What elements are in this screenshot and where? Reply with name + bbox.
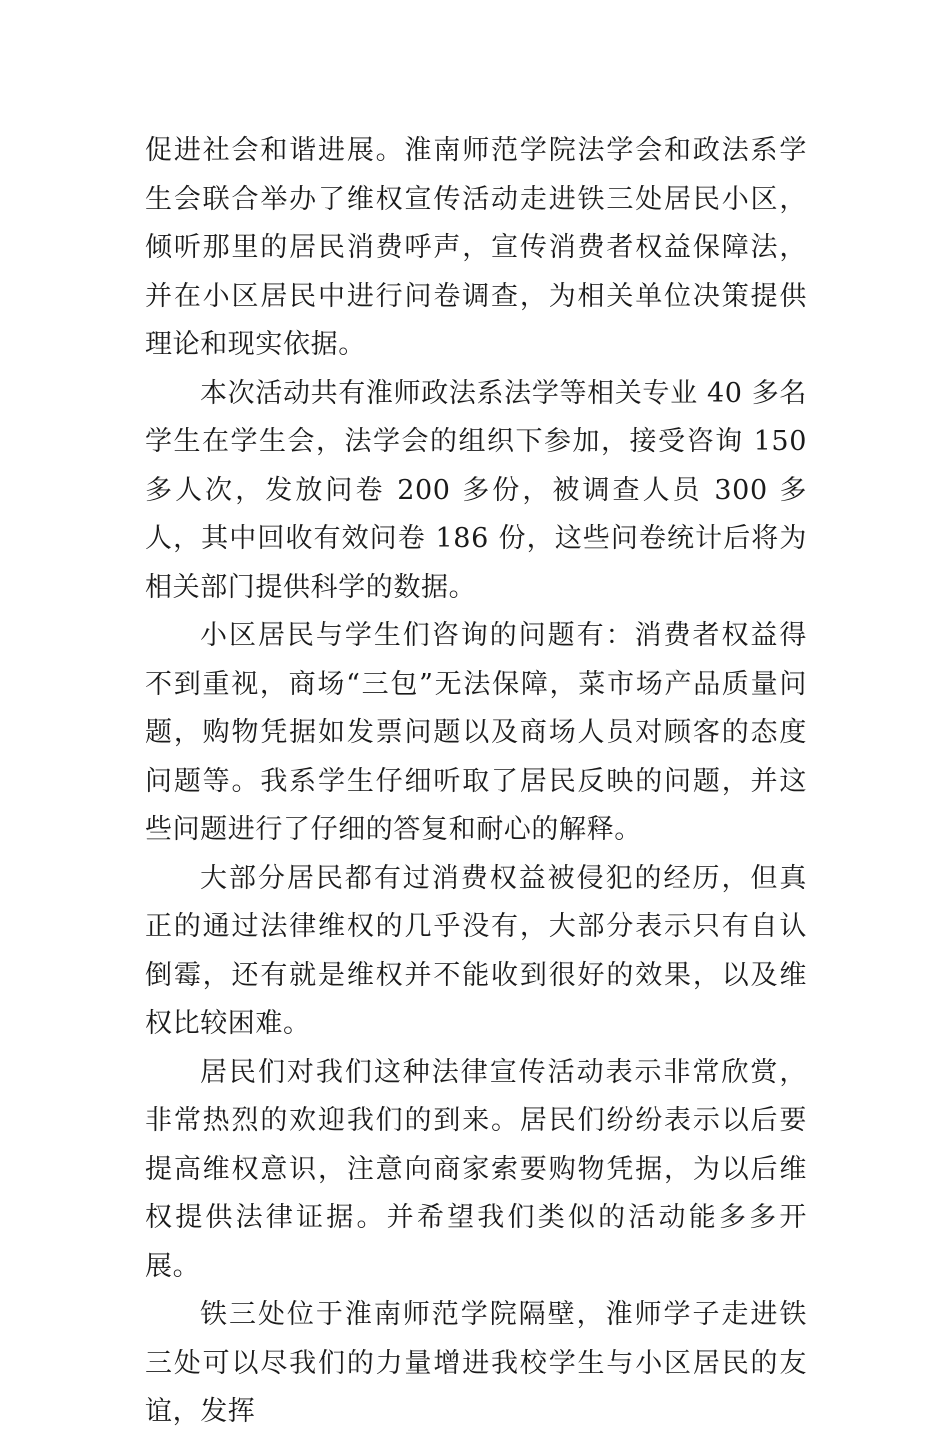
paragraph-5: 居民们对我们这种法律宣传活动表示非常欣赏，非常热烈的欢迎我们的到来。居民们纷纷表示以后要提高维权意识，注意向商家索要购物凭据，为以后维权提供法律证据。并希望我们类似的活动能多多开展。: [145, 1056, 807, 1282]
document-body: [145, 127, 807, 1437]
paragraph-2: 本次活动共有淮师政法系法学等相关专业 40 多名学生在学生会，法学会的组织下参加，接受咨询 150 多人次，发放问卷 200 多份，被调查人员 300 多人，其中回收有效问卷 186 份，这些问卷统计后将为相关部门提供科学的数据。: [145, 377, 807, 603]
paragraph-4: 大部分居民都有过消费权益被侵犯的经历，但真正的通过法律维权的几乎没有，大部分表示只有自认倒霉，还有就是维权并不能收到很好的效果，以及维权比较困难。: [145, 862, 807, 1039]
paragraph-1: 促进社会和谐进展。淮南师范学院法学会和政法系学生会联合举办了维权宣传活动走进铁三处居民小区，倾听那里的居民消费呼声，宣传消费者权益保障法，并在小区居民中进行问卷调查，为相关单位决策提供理论和现实依据。: [145, 135, 807, 360]
paragraph-6: 铁三处位于淮南师范学院隔壁，淮师学子走进铁三处可以尽我们的力量增进我校学生与小区居民的友谊，发挥: [145, 1299, 807, 1427]
paragraph-3: 小区居民与学生们咨询的问题有：消费者权益得不到重视，商场“三包”无法保障，菜市场产品质量问题，购物凭据如发票问题以及商场人员对顾客的态度问题等。我系学生仔细听取了居民反映的问题，并这些问题进行了仔细的答复和耐心的解释。: [145, 620, 807, 845]
